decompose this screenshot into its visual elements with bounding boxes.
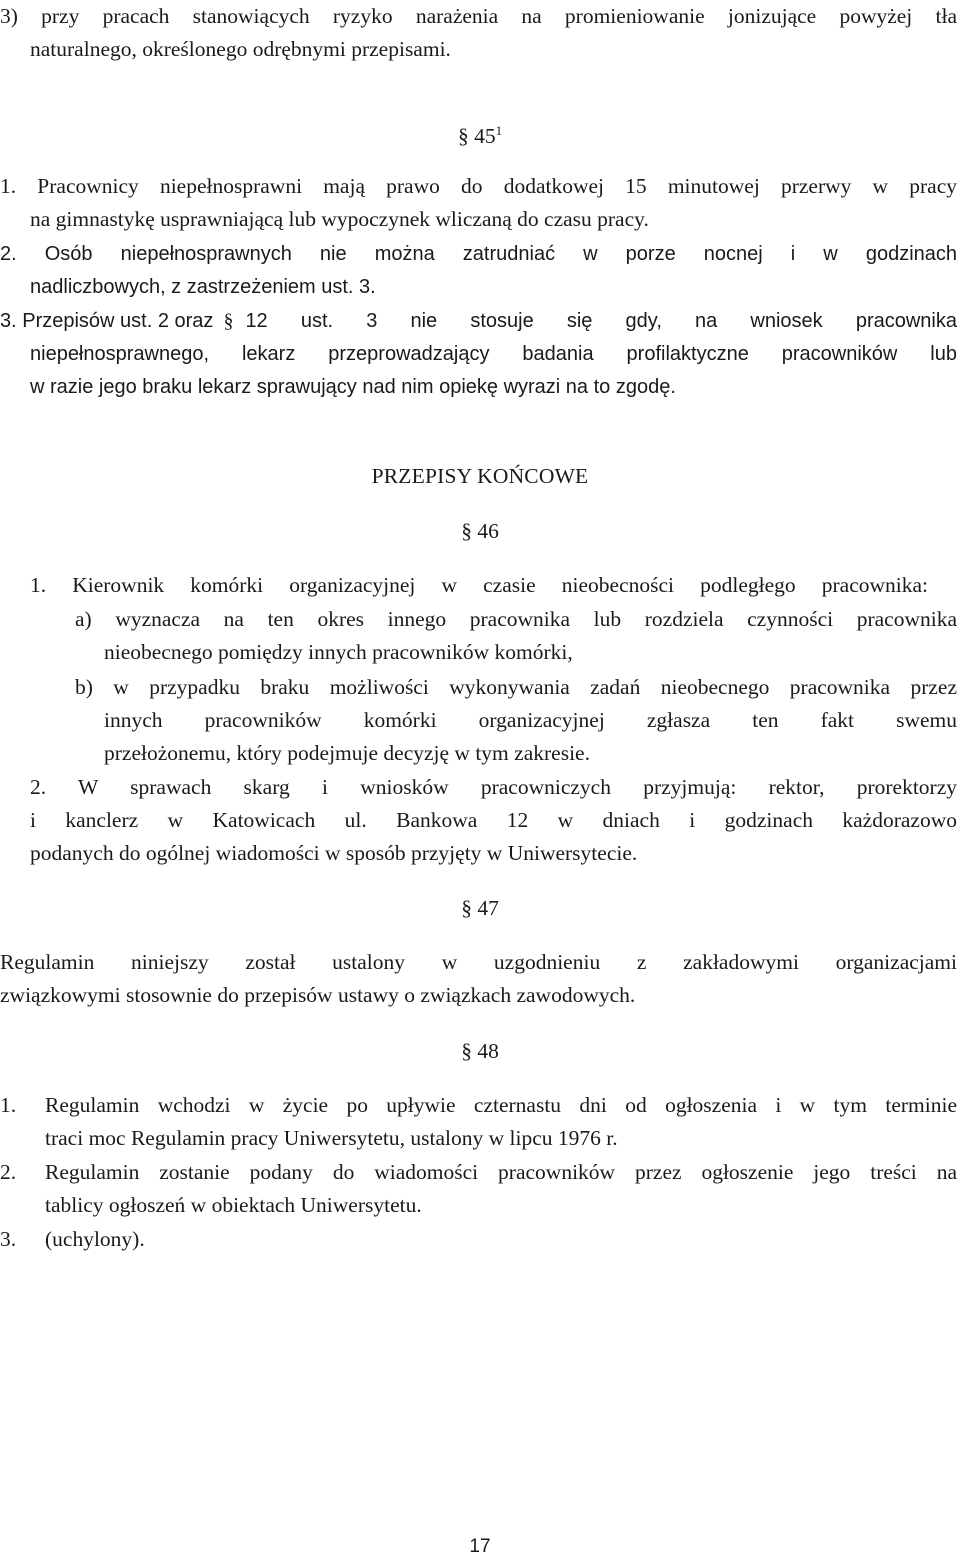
text-line: podanych do ogólnej wiadomości w sposób przyjęty w Uniwersytecie. [30,841,638,865]
list-number: 3. [0,1227,17,1251]
text-fragment-wrap [223,305,957,338]
section-sign: § [461,896,472,920]
text-line: tablicy ogłoszeń w obiektach Uniwersytetu. [45,1193,422,1217]
text-line: (uchylony). [45,1227,145,1251]
text-line: naturalnego, określonego odrębnymi przepisami. [30,37,451,61]
text-line: b) w przypadku braku możliwości wykonywania zadań nieobecnego pracownika przez [75,675,957,699]
section-sign: § [223,310,234,332]
text-line: Regulamin zostanie podany do wiadomości pracowników przez ogłoszenie jego treści na [45,1160,957,1184]
text-line: nadliczbowych, z zastrzeżeniem ust. 3. [30,276,376,298]
section-number: 45 [474,124,496,149]
text-line: traci moc Regulamin pracy Uniwersytetu, ustalony w lipcu 1976 r. [45,1126,618,1150]
text-line: Regulamin niniejszy został ustalony w uzgodnieniu z zakładowymi organizacjami [0,950,957,974]
section-title [0,460,960,492]
section-heading-48 [0,1036,960,1066]
text-line: niepełnosprawnego, lekarz przeprowadzający badania profilaktyczne pracowników lub [30,343,957,365]
text-line: 2. W sprawach skarg i wniosków pracowniczych przyjmują: rektor, prorektorzy [30,775,957,799]
text-line: 1. Pracownicy niepełnosprawni mają prawo do dodatkowej 15 minutowej przerwy w pracy [0,174,957,198]
list-number: 2. [0,1160,17,1184]
page-number: 17 [469,1536,491,1557]
section-sign: § [457,124,469,149]
text-line: Regulamin wchodzi w życie po upływie czternastu dni od ogłoszenia i w tym terminie [45,1093,957,1117]
text-fragment: 12 ust. 3 nie stosuje się gdy, na wniosek pracownika [245,310,957,332]
text-line-with-section-ref [0,305,957,338]
section-heading-46 [0,516,960,546]
text-line: w razie jego braku lekarz sprawujący nad nim opiekę wyrazi na to zgodę. [30,376,676,398]
text-fragment: 3. Przepisów ust. 2 oraz [0,310,214,332]
text-line: przełożonemu, który podejmuje decyzję w tym zakresie. [104,741,590,765]
text-line: 1. Kierownik komórki organizacyjnej w czasie nieobecności podległego pracownika: [30,573,928,597]
section-title-text: PRZEPISY KOŃCOWE [371,464,589,488]
section-superscript: 1 [495,123,503,138]
text-line: związkowymi stosownie do przepisów ustawy o związkach zawodowych. [0,983,636,1007]
list-number: 1. [0,1093,17,1117]
section-heading-45-1 [0,116,960,151]
text-line: na gimnastykę usprawniającą lub wypoczynek wliczaną do czasu pracy. [30,207,649,231]
section-heading-47 [0,893,960,923]
text-line: nieobecnego pomiędzy innych pracowników komórki, [104,640,573,664]
section-number: 46 [477,519,499,543]
section-sign: § [461,1039,472,1063]
text-line: i kanclerz w Katowicach ul. Bankowa 12 w dniach i godzinach każdorazowo [30,808,957,832]
section-number: 47 [477,896,499,920]
section-sign: § [461,519,472,543]
text-line: 3) przy pracach stanowiących ryzyko narażenia na promieniowanie jonizujące powyżej tła [0,4,957,28]
section-number: 48 [477,1039,499,1063]
text-line: a) wyznacza na ten okres innego pracownika lub rozdziela czynności pracownika [75,607,957,631]
text-line: innych pracowników komórki organizacyjnej zgłasza ten fakt swemu [104,708,957,732]
text-line: 2. Osób niepełnosprawnych nie można zatrudniać w porze nocnej i w godzinach [0,243,957,265]
